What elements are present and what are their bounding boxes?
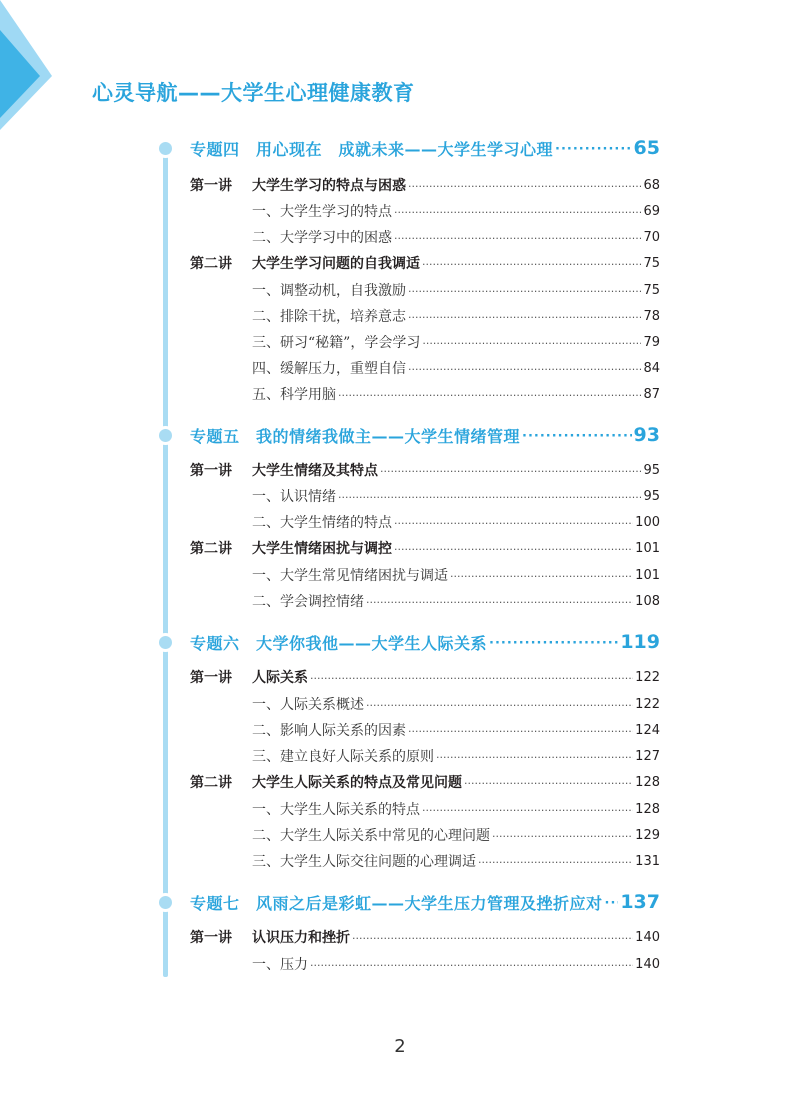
toc-section[interactable] [252, 484, 660, 508]
page-ref: 69 [643, 203, 660, 219]
page-ref: 100 [635, 514, 660, 530]
dot-leader [408, 311, 641, 324]
page-ref: 128 [635, 774, 660, 790]
page-ref: 122 [635, 696, 660, 712]
toc-lecture[interactable] [190, 770, 660, 794]
section-title: 一、调整动机，自我激励 [252, 283, 406, 299]
toc-lecture[interactable] [190, 251, 660, 275]
toc-section[interactable] [252, 278, 660, 302]
dot-leader [522, 429, 632, 444]
page-ref: 131 [635, 853, 660, 869]
dot-leader [422, 337, 641, 350]
page-ref: 65 [633, 137, 660, 159]
dot-leader [394, 232, 641, 245]
toc-section[interactable] [252, 356, 660, 380]
page-ref: 119 [620, 631, 660, 653]
dot-leader [380, 465, 641, 478]
dot-leader [422, 258, 641, 271]
timeline-dot [156, 426, 175, 445]
toc-section[interactable] [252, 330, 660, 354]
toc-section[interactable] [252, 563, 660, 587]
dot-leader [394, 517, 633, 530]
toc-topic[interactable] [190, 890, 660, 914]
page-ref: 93 [633, 424, 660, 446]
toc-topic[interactable] [190, 423, 660, 447]
section-title: 一、压力 [252, 957, 308, 973]
page-ref: 79 [643, 334, 660, 350]
dot-leader [366, 596, 633, 609]
page-ref: 101 [635, 567, 660, 583]
page-ref: 68 [643, 177, 660, 193]
section-title: 一、认识情绪 [252, 489, 336, 505]
page-ref: 87 [643, 386, 660, 402]
page-number: 2 [394, 1036, 406, 1057]
toc-section[interactable] [252, 692, 660, 716]
toc-section[interactable] [252, 589, 660, 613]
page-ref: 78 [643, 308, 660, 324]
dot-leader [464, 777, 633, 790]
page-ref: 129 [635, 827, 660, 843]
topic-title: 用心现在 成就未来——大学生学习心理 [256, 139, 554, 159]
page-ref: 75 [643, 255, 660, 271]
dot-leader [478, 856, 633, 869]
page-ref: 137 [620, 891, 660, 913]
page-ref: 95 [643, 488, 660, 504]
toc-section[interactable] [252, 304, 660, 328]
page-ref: 75 [643, 282, 660, 298]
section-title: 三、研习“秘籍”，学会学习 [252, 335, 421, 351]
toc-section[interactable] [252, 849, 660, 873]
section-title: 三、建立良好人际关系的原则 [252, 749, 434, 765]
toc-section[interactable] [252, 382, 660, 406]
page-ref: 127 [635, 748, 660, 764]
page-ref: 122 [635, 669, 660, 685]
dot-leader [310, 672, 633, 685]
lecture-title: 大学生人际关系的特点及常见问题 [252, 775, 462, 791]
toc-lecture[interactable] [190, 925, 660, 949]
lecture-number: 第二讲 [190, 256, 232, 272]
toc-section[interactable] [252, 823, 660, 847]
dot-leader [408, 180, 641, 193]
timeline-dot [156, 139, 175, 158]
lecture-number: 第一讲 [190, 178, 232, 194]
book-title: 心灵导航——大学生心理健康教育 [92, 81, 415, 105]
dot-leader [366, 699, 633, 712]
toc-topic[interactable] [190, 630, 660, 654]
dot-leader [408, 285, 641, 298]
lecture-title: 人际关系 [252, 670, 308, 686]
timeline-dot [156, 633, 175, 652]
section-title: 五、科学用脑 [252, 387, 336, 403]
page-ref: 101 [635, 540, 660, 556]
dot-leader [450, 570, 633, 583]
section-title: 一、人际关系概述 [252, 697, 364, 713]
dot-leader [394, 206, 641, 219]
lecture-title: 认识压力和挫折 [252, 930, 350, 946]
topic-title: 大学你我他——大学生人际关系 [256, 633, 488, 653]
lecture-title: 大学生情绪困扰与调控 [252, 541, 392, 557]
page-ref: 70 [643, 229, 660, 245]
section-title: 一、大学生人际关系的特点 [252, 802, 420, 818]
dot-leader [394, 543, 633, 556]
dot-leader [436, 751, 633, 764]
topic-number: 专题五 [190, 426, 240, 446]
dot-leader [492, 830, 633, 843]
topic-number: 专题七 [190, 893, 240, 913]
section-title: 一、大学生学习的特点 [252, 204, 392, 220]
toc-lecture[interactable] [190, 665, 660, 689]
section-title: 二、大学学习中的困惑 [252, 230, 392, 246]
lecture-number: 第一讲 [190, 670, 232, 686]
page-ref: 140 [635, 956, 660, 972]
lecture-number: 第一讲 [190, 463, 232, 479]
section-title: 二、影响人际关系的因素 [252, 723, 406, 739]
section-title: 二、学会调控情绪 [252, 594, 364, 610]
lecture-title: 大学生学习问题的自我调适 [252, 256, 420, 272]
toc-section[interactable] [252, 225, 660, 249]
topic-number: 专题六 [190, 633, 240, 653]
section-title: 四、缓解压力，重塑自信 [252, 361, 406, 377]
corner-decoration [0, 0, 60, 130]
topic-number: 专题四 [190, 139, 240, 159]
dot-leader [489, 636, 618, 651]
dot-leader [555, 142, 632, 157]
dot-leader [352, 932, 633, 945]
dot-leader [422, 804, 633, 817]
toc-section[interactable] [252, 952, 660, 976]
dot-leader [408, 363, 641, 376]
toc-lecture[interactable] [190, 173, 660, 197]
lecture-number: 第二讲 [190, 541, 232, 557]
toc-section[interactable] [252, 199, 660, 223]
section-title: 一、大学生常见情绪困扰与调适 [252, 568, 448, 584]
toc-topic[interactable] [190, 136, 660, 160]
section-title: 二、大学生情绪的特点 [252, 515, 392, 531]
page-ref: 108 [635, 593, 660, 609]
toc-section[interactable] [252, 718, 660, 742]
section-title: 三、大学生人际交往问题的心理调适 [252, 854, 476, 870]
lecture-number: 第二讲 [190, 775, 232, 791]
lecture-number: 第一讲 [190, 930, 232, 946]
topic-title: 风雨之后是彩虹——大学生压力管理及挫折应对 [256, 893, 603, 913]
dot-leader [310, 959, 633, 972]
toc-section[interactable] [252, 797, 660, 821]
dot-leader [338, 491, 641, 504]
dot-leader [605, 896, 619, 911]
timeline-line [163, 142, 168, 977]
toc-section[interactable] [252, 510, 660, 534]
lecture-title: 大学生情绪及其特点 [252, 463, 378, 479]
page-ref: 84 [643, 360, 660, 376]
toc-lecture[interactable] [190, 458, 660, 482]
page-ref: 124 [635, 722, 660, 738]
dot-leader [408, 725, 633, 738]
topic-title: 我的情绪我做主——大学生情绪管理 [256, 426, 521, 446]
lecture-title: 大学生学习的特点与困惑 [252, 178, 406, 194]
timeline-dot [156, 893, 175, 912]
dot-leader [338, 389, 641, 402]
page-ref: 95 [643, 462, 660, 478]
page-ref: 140 [635, 929, 660, 945]
toc-lecture[interactable] [190, 536, 660, 560]
section-title: 二、大学生人际关系中常见的心理问题 [252, 828, 490, 844]
page-ref: 128 [635, 801, 660, 817]
section-title: 二、排除干扰，培养意志 [252, 309, 406, 325]
toc-section[interactable] [252, 744, 660, 768]
